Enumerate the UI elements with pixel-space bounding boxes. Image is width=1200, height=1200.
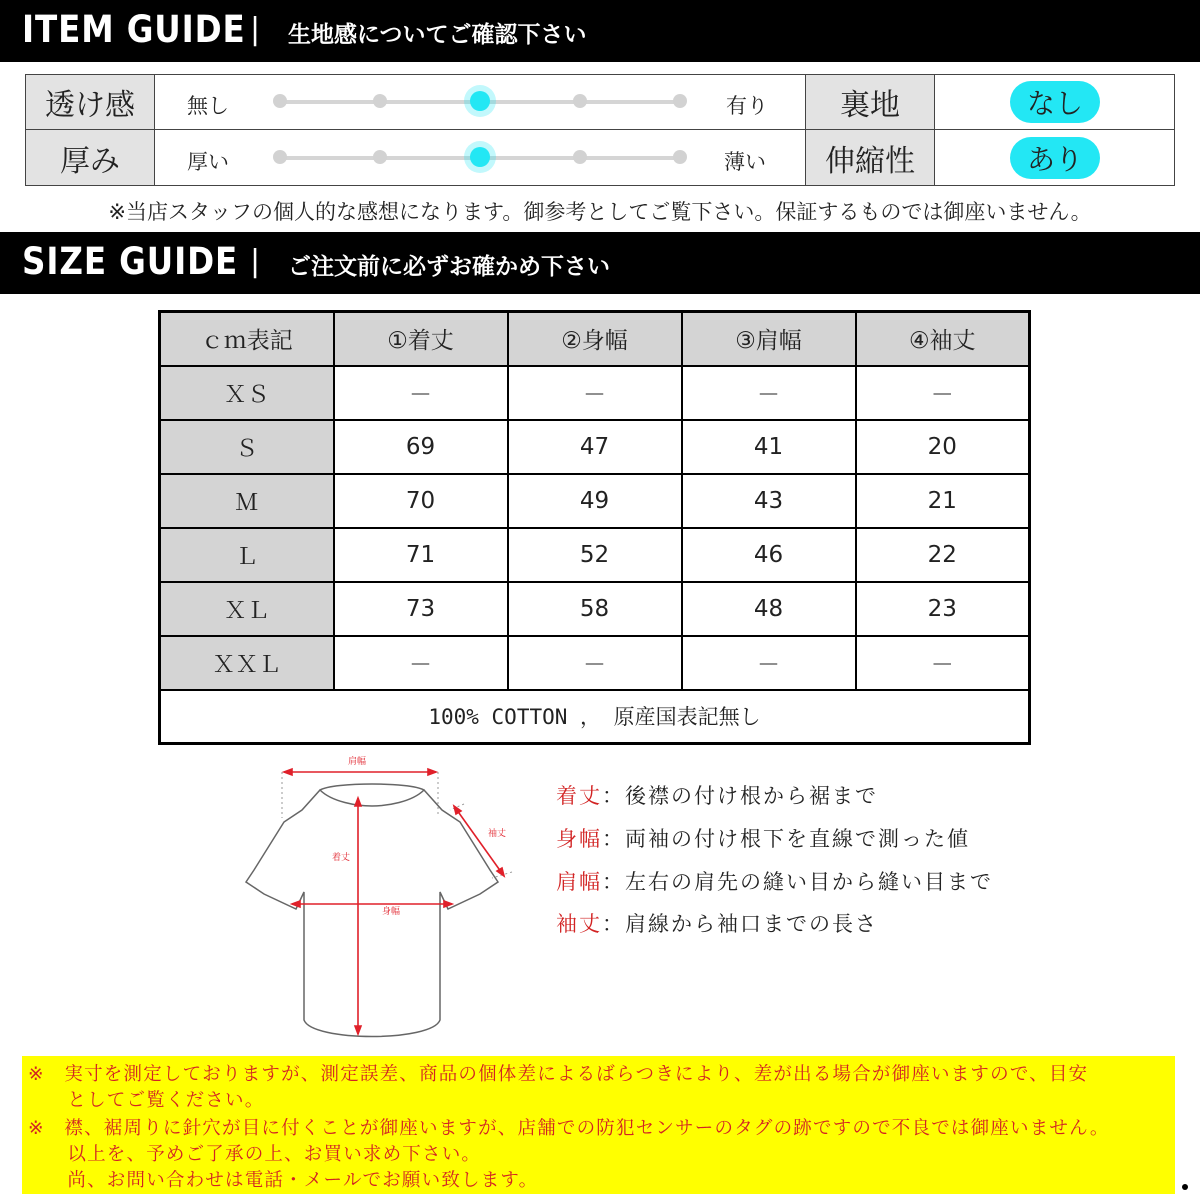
- size-cell: Ｍ: [160, 474, 334, 528]
- definition-text: ：肩線から袖口までの長さ: [602, 912, 878, 936]
- table-footer-row: [160, 690, 1030, 744]
- slider-dot: [373, 94, 387, 108]
- measurement-cell: 21: [856, 474, 1030, 528]
- thickness-left: 厚い: [187, 150, 229, 174]
- item-guide-title: ITEM GUIDE: [22, 8, 246, 51]
- corner-dot: [1182, 1184, 1188, 1190]
- definition-length: [556, 780, 878, 810]
- notice-line: としてご覧ください。: [28, 1090, 265, 1111]
- thickness-label: 厚み: [25, 129, 155, 186]
- item-guide-header: [0, 0, 1200, 62]
- measurement-cell: －: [682, 636, 856, 690]
- measurement-cell: 71: [334, 528, 508, 582]
- sleeve-measure-line: [454, 806, 507, 876]
- definition-key: 着丈: [556, 784, 602, 808]
- measurement-cell: 73: [334, 582, 508, 636]
- definition-text: ：両袖の付け根下を直線で測った値: [602, 827, 970, 851]
- table-row: [160, 582, 1030, 636]
- measurement-cell: 46: [682, 528, 856, 582]
- slider-dot: [573, 150, 587, 164]
- size-guide-subtitle: ご注文前に必ずお確かめ下さい: [288, 254, 610, 280]
- size-cell: ＸＳ: [160, 366, 334, 420]
- stretch-value: あり: [1010, 137, 1100, 179]
- measurement-cell: －: [508, 636, 682, 690]
- measurement-cell: －: [508, 366, 682, 420]
- header-cell: ④袖丈: [856, 312, 1030, 366]
- slider-dot-selected: [470, 91, 490, 111]
- table-row: [160, 366, 1030, 420]
- size-cell: ＸＸＬ: [160, 636, 334, 690]
- header-cell: ②身幅: [508, 312, 682, 366]
- definition-sleeve: [556, 908, 878, 938]
- measurement-cell: 47: [508, 420, 682, 474]
- slider-dot: [373, 150, 387, 164]
- notice-box: [22, 1056, 1175, 1194]
- measurement-cell: －: [856, 636, 1030, 690]
- definition-width: [556, 823, 970, 853]
- measurement-cell: 69: [334, 420, 508, 474]
- size-guide-title: SIZE GUIDE: [22, 240, 239, 283]
- sheerness-left: 無し: [187, 94, 229, 118]
- size-cell: Ｓ: [160, 420, 334, 474]
- slider-dot: [673, 94, 687, 108]
- sleeve-label: 袖丈: [488, 829, 507, 839]
- sheerness-label: 透け感: [25, 74, 155, 130]
- size-cell: ＸＬ: [160, 582, 334, 636]
- measurement-cell: 43: [682, 474, 856, 528]
- tshirt-collar: [320, 784, 424, 790]
- notice-line: 尚、お問い合わせは電話・メールでお願い致します。: [28, 1170, 539, 1191]
- tshirt-measurement-diagram: [222, 752, 522, 1047]
- slider-dot: [673, 150, 687, 164]
- slider-dot: [273, 150, 287, 164]
- table-row: [160, 636, 1030, 690]
- measurement-cell: 22: [856, 528, 1030, 582]
- definition-shoulder: [556, 866, 993, 896]
- header-cell: ①着丈: [334, 312, 508, 366]
- slider-dot: [573, 94, 587, 108]
- measurement-cell: －: [856, 366, 1030, 420]
- header-cell: ③肩幅: [682, 312, 856, 366]
- slider-dot-selected: [470, 147, 490, 167]
- sheerness-right: 有り: [726, 94, 768, 118]
- measurement-cell: 48: [682, 582, 856, 636]
- measurement-cell: －: [334, 366, 508, 420]
- definition-text: ：後襟の付け根から裾まで: [602, 784, 878, 808]
- shoulder-label: 肩幅: [348, 757, 367, 767]
- width-label: 身幅: [382, 907, 401, 917]
- table-row: [160, 528, 1030, 582]
- length-label: 着丈: [332, 853, 351, 863]
- table-header-row: [160, 312, 1030, 366]
- measurement-cell: 58: [508, 582, 682, 636]
- measurement-cell: 49: [508, 474, 682, 528]
- measurement-cell: 41: [682, 420, 856, 474]
- table-row: [160, 474, 1030, 528]
- definition-text: ：左右の肩先の縫い目から縫い目まで: [602, 870, 993, 894]
- size-cell: Ｌ: [160, 528, 334, 582]
- measurement-cell: 23: [856, 582, 1030, 636]
- definition-key: 身幅: [556, 827, 602, 851]
- measurement-cell: 20: [856, 420, 1030, 474]
- slider-dot: [273, 94, 287, 108]
- staff-opinion-note: ※当店スタッフの個人的な感想になります。御参考としてご覧下さい。保証するものでは御座いません。: [108, 200, 1092, 224]
- size-guide-header: [0, 232, 1200, 294]
- measurement-cell: －: [334, 636, 508, 690]
- size-table: [158, 310, 1031, 745]
- table-row: [160, 420, 1030, 474]
- tshirt-outline: [246, 790, 498, 1037]
- stretch-label: 伸縮性: [805, 129, 935, 186]
- definition-key: 袖丈: [556, 912, 602, 936]
- measurement-cell: 52: [508, 528, 682, 582]
- header-separator: |: [250, 12, 261, 47]
- lining-value: なし: [1010, 81, 1100, 123]
- notice-line: 以上を、予めご了承の上、お買い求め下さい。: [28, 1144, 482, 1165]
- item-guide-subtitle: 生地感についてご確認下さい: [288, 22, 587, 48]
- material-note: 100% COTTON ， 原産国表記無し: [160, 690, 1030, 744]
- measurement-cell: －: [682, 366, 856, 420]
- thickness-right: 薄い: [724, 150, 766, 174]
- measurement-cell: 70: [334, 474, 508, 528]
- header-separator: |: [250, 244, 261, 279]
- header-cell: ｃｍ表記: [160, 312, 334, 366]
- notice-line: ※ 襟、裾周りに針穴が目に付くことが御座いますが、店舗での防犯センサーのタグの跡ですので不良では御座いません。: [28, 1118, 1110, 1139]
- notice-line: ※ 実寸を測定しておりますが、測定誤差、商品の個体差によるばらつきにより、差が出る場合が御座いますので、目安: [28, 1064, 1089, 1085]
- lining-label: 裏地: [805, 74, 935, 130]
- definition-key: 肩幅: [556, 870, 602, 894]
